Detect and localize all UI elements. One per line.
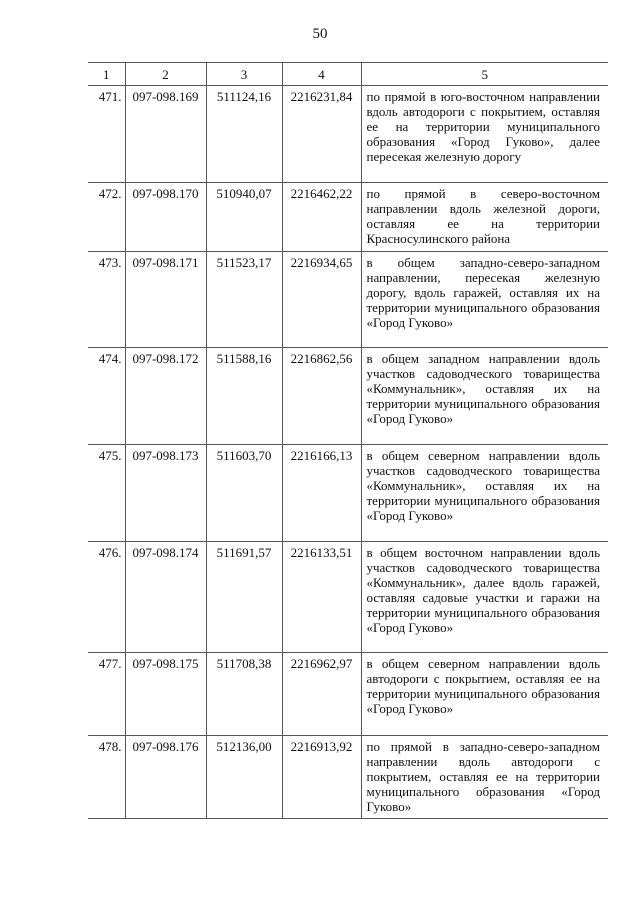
column-header: 2 — [125, 63, 206, 86]
x-coordinate: 512136,00 — [206, 736, 282, 819]
page-number: 50 — [312, 26, 328, 42]
point-code: 097-098.176 — [125, 736, 206, 819]
row-number: 473. — [88, 252, 125, 348]
table-row — [88, 445, 608, 542]
x-coordinate: 510940,07 — [206, 183, 282, 252]
boundary-description: по прямой в северо-восточном направлении вдоль железной дороги, оставляя ее на территории Красносулинского района — [361, 183, 608, 252]
boundary-table — [88, 62, 608, 819]
x-coordinate: 511588,16 — [206, 348, 282, 445]
y-coordinate: 2216231,84 — [282, 86, 361, 183]
table-row — [88, 542, 608, 653]
y-coordinate: 2216166,13 — [282, 445, 361, 542]
x-coordinate: 511124,16 — [206, 86, 282, 183]
boundary-description: в общем западном направлении вдоль участков садоводческого товарищества «Коммунальник», оставляя их на территории муниципального образования «Город Гуково» — [361, 348, 608, 445]
row-number: 478. — [88, 736, 125, 819]
column-header: 1 — [88, 63, 125, 86]
x-coordinate: 511603,70 — [206, 445, 282, 542]
header-row — [88, 63, 608, 86]
table-row — [88, 183, 608, 252]
y-coordinate: 2216913,92 — [282, 736, 361, 819]
table-row — [88, 348, 608, 445]
boundary-description: в общем западно-северо-западном направлении, пересекая железную дорогу, вдоль гаражей, оставляя их на территории муниципального образования «Город Гуково» — [361, 252, 608, 348]
row-number: 477. — [88, 653, 125, 736]
table-row — [88, 252, 608, 348]
column-header: 4 — [282, 63, 361, 86]
boundary-description: по прямой в юго-восточном направлении вдоль автодороги с покрытием, оставляя ее на территории муниципального образования «Город Гуково», далее пересекая железную дорогу — [361, 86, 608, 183]
x-coordinate: 511708,38 — [206, 653, 282, 736]
boundary-description: в общем северном направлении вдоль автодороги с покрытием, оставляя ее на территории муниципального образования «Город Гуково» — [361, 653, 608, 736]
row-number: 476. — [88, 542, 125, 653]
x-coordinate: 511691,57 — [206, 542, 282, 653]
y-coordinate: 2216462,22 — [282, 183, 361, 252]
y-coordinate: 2216862,56 — [282, 348, 361, 445]
table-row — [88, 653, 608, 736]
column-header: 3 — [206, 63, 282, 86]
table-row — [88, 86, 608, 183]
point-code: 097-098.171 — [125, 252, 206, 348]
point-code: 097-098.175 — [125, 653, 206, 736]
point-code: 097-098.169 — [125, 86, 206, 183]
point-code: 097-098.173 — [125, 445, 206, 542]
boundary-description: в общем восточном направлении вдоль участков садоводческого товарищества «Коммунальник», далее вдоль гаражей, оставляя садовые участки и гаражи на территории муниципального образования «Город Гуково» — [361, 542, 608, 653]
point-code: 097-098.170 — [125, 183, 206, 252]
row-number: 474. — [88, 348, 125, 445]
row-number: 471. — [88, 86, 125, 183]
y-coordinate: 2216934,65 — [282, 252, 361, 348]
row-number: 472. — [88, 183, 125, 252]
y-coordinate: 2216133,51 — [282, 542, 361, 653]
boundary-description: в общем северном направлении вдоль участков садоводческого товарищества «Коммунальник», оставляя их на территории муниципального образования «Город Гуково» — [361, 445, 608, 542]
x-coordinate: 511523,17 — [206, 252, 282, 348]
point-code: 097-098.172 — [125, 348, 206, 445]
row-number: 475. — [88, 445, 125, 542]
column-header: 5 — [361, 63, 608, 86]
point-code: 097-098.174 — [125, 542, 206, 653]
boundary-description: по прямой в западно-северо-западном направлении вдоль автодороги с покрытием, оставляя ее на территории муниципального образования «Город Гуково» — [361, 736, 608, 819]
y-coordinate: 2216962,97 — [282, 653, 361, 736]
table-row — [88, 736, 608, 819]
